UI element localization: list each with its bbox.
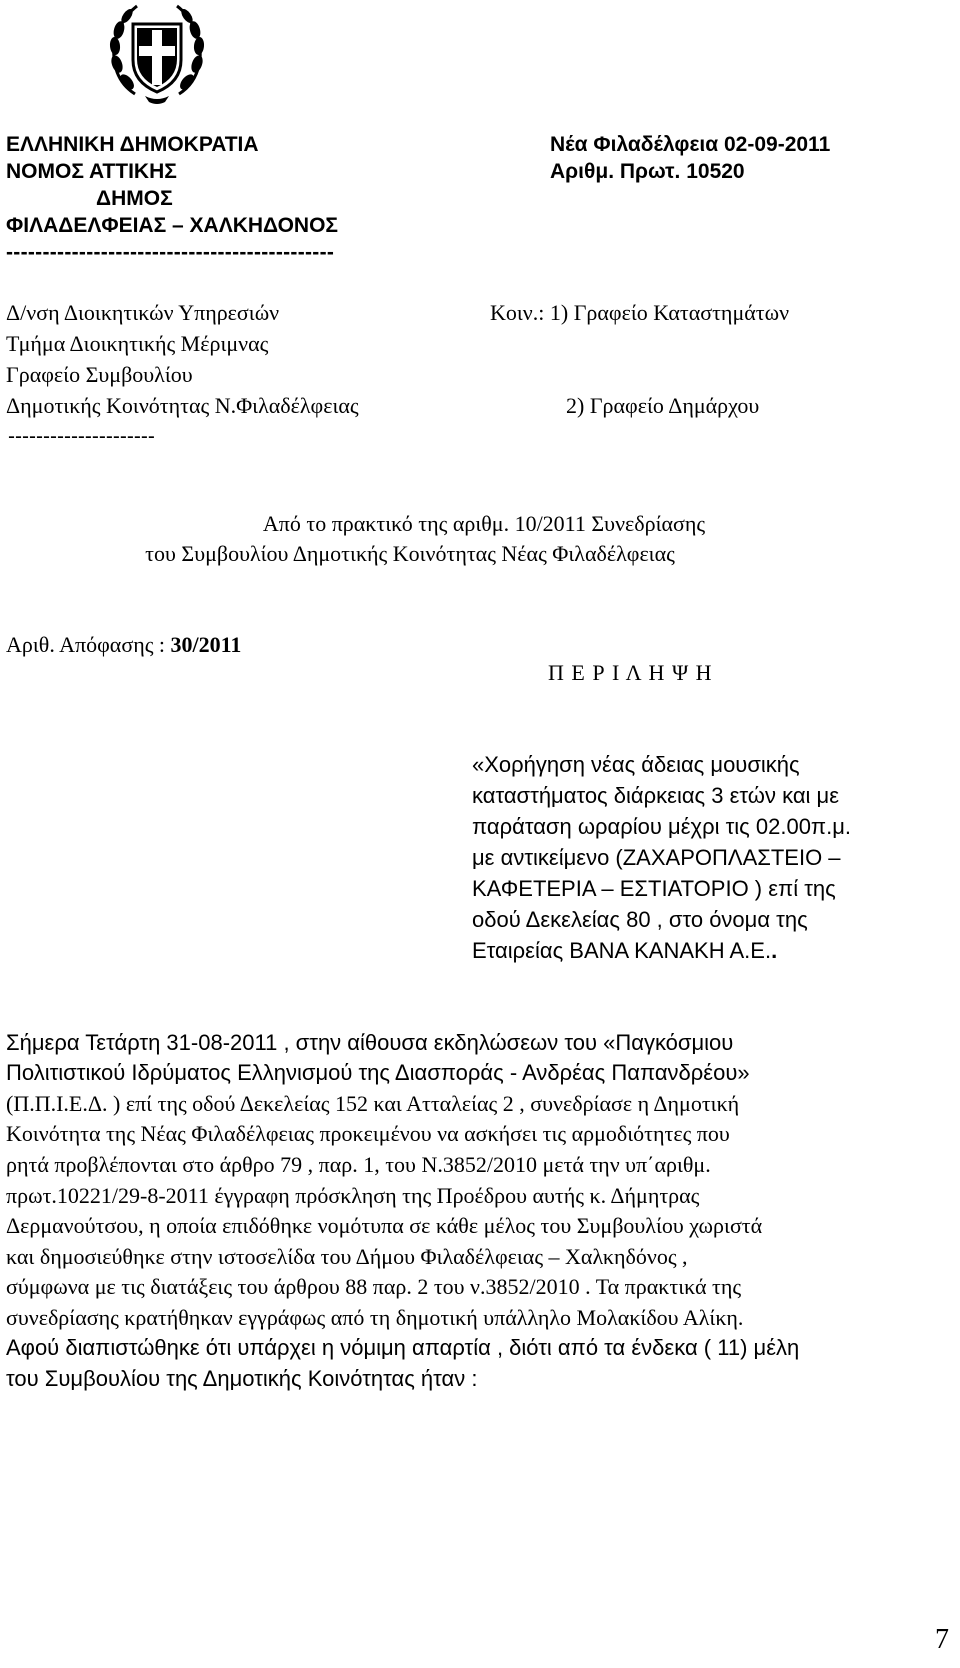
summary-final-period: . [771,938,778,963]
header-country: ΕΛΛΗΝΙΚΗ ΔΗΜΟΚΡΑΤΙΑ [6,133,259,156]
body-line: Αφού διαπιστώθηκε ότι υπάρχει η νόμιμη απαρτία , διότι από τα ένδεκα ( 11) μέλη [6,1335,800,1360]
minutes-line-1: Από το πρακτικό της αριθμ. 10/2011 Συνεδρίασης [262,511,706,536]
sender-department: Τμήμα Διοικητικής Μέριμνας [6,331,269,356]
minutes-line-2: του Συμβουλίου Δημοτικής Κοινότητας Νέας Φιλαδέλφειας [145,541,675,566]
sender-office: Γραφείο Συμβουλίου [6,362,193,387]
body-line: Δερμανούτσου, η οποία επιδόθηκε νομότυπα σε κάθε μέλος του Συμβουλίου χωριστά [6,1213,763,1238]
body-line: (Π.Π.Ι.Ε.Δ. ) επί της οδού Δεκελείας 152 και Ατταλείας 2 , συνεδρίασε η Δημοτική [6,1091,740,1116]
summary-line: «Χορήγηση νέας άδειας μουσικής [472,752,800,777]
body-line: του Συμβουλίου της Δημοτικής Κοινότητας ήταν : [6,1366,478,1391]
summary-line-last [472,938,777,964]
body-line: Κοινότητα της Νέας Φιλαδέλφειας προκειμένου να ασκήσει τις αρμοδιότητες που [6,1121,730,1146]
summary-company: Εταιρείας ΒΑΝΑ ΚΑΝΑΚΗ Α.Ε. [472,938,772,963]
protocol-number: Αριθμ. Πρωτ. 10520 [550,160,745,183]
body-line: σύμφωνα με τις διατάξεις του άρθρου 88 παρ. 2 του ν.3852/2010 . Τα πρακτικά της [6,1274,742,1299]
summary-line: καταστήματος διάρκειας 3 ετών και με [472,783,840,808]
summary-line: παράταση ωραρίου μέχρι τις 02.00π.μ. [472,814,852,839]
body-line: Πολιτιστικού Ιδρύματος Ελληνισμού της Διασποράς - Ανδρέας Παπανδρέου» [6,1060,750,1085]
sender-directorate: Δ/νση Διοικητικών Υπηρεσιών [6,300,280,325]
header-municipality-name: ΦΙΛΑΔΕΛΦΕΙΑΣ – ΧΑΛΚΗΔΟΝΟΣ [6,214,339,237]
document-date: Νέα Φιλαδέλφεια 02-09-2011 [550,133,831,156]
decision-number [6,632,241,658]
cc-line-2: 2) Γραφείο Δημάρχου [566,393,760,418]
body-line: ρητά προβλέπονται στο άρθρο 79 , παρ. 1, του Ν.3852/2010 μετά την υπ΄αριθμ. [6,1152,711,1177]
sender-divider: --------------------- [8,425,155,448]
body-line: Σήμερα Τετάρτη 31-08-2011 , στην αίθουσα εκδηλώσεων του «Παγκόσμιου [6,1030,734,1055]
header-prefecture: ΝΟΜΟΣ ΑΤΤΙΚΗΣ [6,160,177,183]
decision-label: Αριθ. Απόφασης : [6,632,171,657]
summary-line: οδού Δεκελείας 80 , στο όνομα της [472,907,808,932]
body-line: συνεδρίασης κρατήθηκαν εγγράφως από τη δημοτική υπάλληλο Μολακίδου Αλίκη. [6,1305,744,1330]
body-line: πρωτ.10221/29-8-2011 έγγραφη πρόσκληση της Προέδρου αυτής κ. Δήμητρας [6,1183,700,1208]
greek-coat-of-arms-icon [105,2,209,106]
summary-line: με αντικείμενο (ΖΑΧΑΡΟΠΛΑΣΤΕΙΟ – [472,845,841,870]
cc-line-1: Κοιν.: 1) Γραφείο Καταστημάτων [490,300,790,325]
header-municipality-label: ΔΗΜΟΣ [96,187,173,210]
decision-value: 30/2011 [170,632,242,657]
sender-community: Δημοτικής Κοινότητας Ν.Φιλαδέλφειας [6,393,359,418]
body-line: και δημοσιεύθηκε στην ιστοσελίδα του Δήμου Φιλαδέλφειας – Χαλκηδόνος , [6,1244,688,1269]
page-number: 7 [935,1624,949,1655]
header-divider: --------------------------------------------- [6,241,335,264]
summary-line: ΚΑΦΕΤΕΡΙΑ – ΕΣΤΙΑΤΟΡΙΟ ) επί της [472,876,836,901]
summary-title: Π Ε Ρ Ι Λ Η Ψ Η [548,660,713,685]
